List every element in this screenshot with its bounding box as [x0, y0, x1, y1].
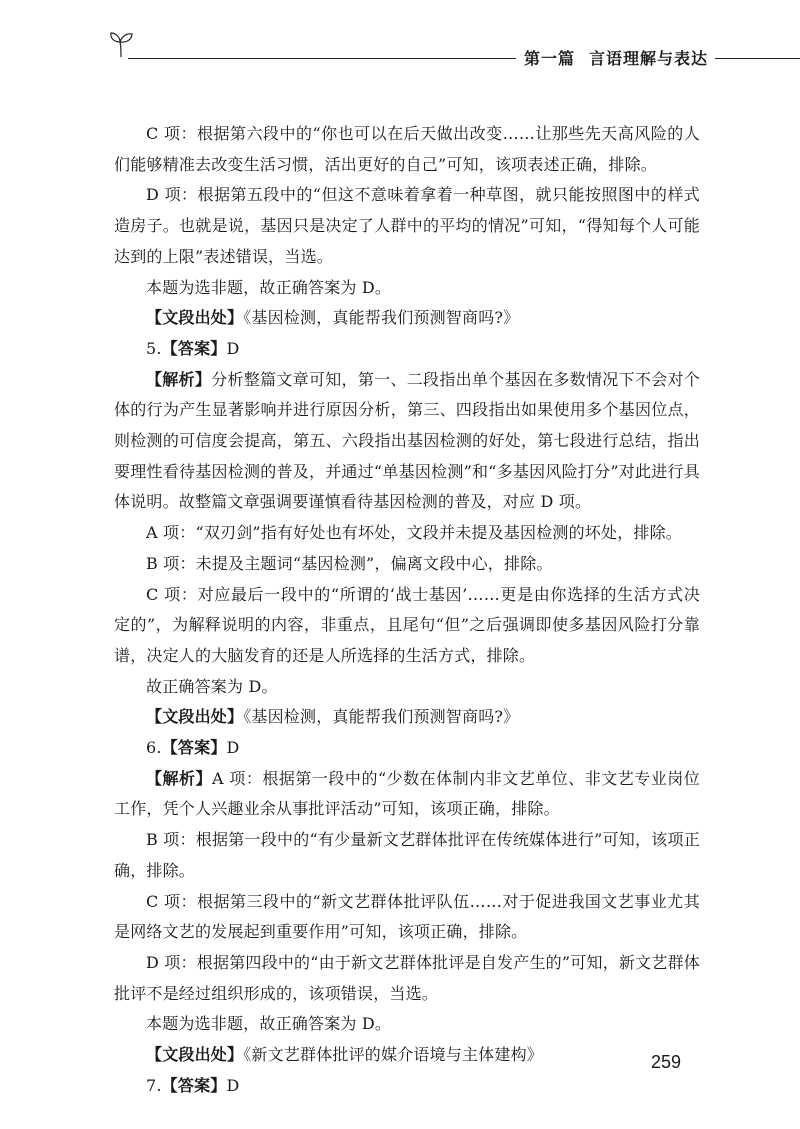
section-tag: 【文段出处】: [146, 707, 244, 727]
paragraph: [114, 580, 700, 672]
paragraph: [114, 948, 700, 1009]
paragraph-text: C 项：根据第三段中的“新文艺群体批评队伍……对于促进我国文艺事业尤其是网络文艺的发展起到重要作用”可知，该项正确，排除。: [114, 891, 700, 942]
paragraph-text: C 项：根据第六段中的“你也可以在后天做出改变……让那些先天高风险的人们能够精准去改变生活习惯，活出更好的自己”可知，该项表述正确，排除。: [114, 124, 700, 174]
question-number: 6.: [146, 738, 162, 758]
section-tag: 【文段出处】: [146, 308, 244, 328]
paragraph: [114, 365, 700, 519]
paragraph-text: 《新文艺群体批评的媒介语境与主体建构》: [243, 1045, 544, 1065]
section-tag: 【文段出处】: [146, 1045, 244, 1065]
paragraph: [114, 1071, 700, 1102]
paragraph-text: 《基因检测，真能帮我们预测智商吗?》: [243, 707, 520, 727]
page-body: [114, 119, 700, 1102]
paragraph-text: 本题为选非题，故正确答案为 D。: [146, 277, 392, 297]
question-number: 7.: [146, 1075, 162, 1095]
paragraph-text: 本题为选非题，故正确答案为 D。: [146, 1014, 392, 1034]
header-rule-right: [715, 58, 800, 59]
paragraph-text: D 项：根据第四段中的“由于新文艺群体批评是自发产生的”可知，新文艺群体批评不是经过组织形成的，该项错误，当选。: [114, 952, 700, 1003]
section-tag: 【答案】: [161, 338, 227, 358]
paragraph: [114, 1040, 700, 1071]
running-header: [0, 0, 800, 80]
chapter-part: 第一篇: [524, 49, 576, 68]
section-tag: 【答案】: [161, 738, 227, 758]
paragraph: [114, 549, 700, 580]
paragraph: [114, 702, 700, 733]
paragraph: [114, 334, 700, 365]
paragraph-text: A 项：根据第一段中的“少数在体制内非文艺单位、非文艺专业岗位工作，凭个人兴趣业余从事批评活动”可知，该项正确，排除。: [114, 768, 700, 819]
paragraph-text: D 项：根据第五段中的“但这不意味着拿着一种草图，就只能按照图中的样式造房子。也就是说，基因只是决定了人群中的平均的情况”可知，“得知每个人可能达到的上限”表述错误，当选。: [114, 185, 700, 266]
header-rule-left: [128, 58, 516, 59]
chapter-title: [524, 46, 708, 69]
paragraph-text: C 项：对应最后一段中的“所谓的‘战士基因’……更是由你选择的生活方式决定的”，为解释说明的内容，非重点，且尾句“但”之后强调即使多基因风险打分靠谱，决定人的大脑发育的还是人所选择的生活方式，排除。: [114, 584, 700, 665]
sprout-icon: [108, 28, 134, 58]
section-tag: 【答案】: [161, 1075, 227, 1095]
paragraph: [114, 733, 700, 764]
page-number: 259: [651, 1052, 682, 1072]
question-number: 5.: [146, 338, 162, 358]
paragraph-text: A 项：“双刃剑”指有好处也有坏处，文段并未提及基因检测的坏处，排除。: [146, 523, 683, 543]
section-tag: 【解析】: [146, 369, 212, 389]
section-tag: 【解析】: [146, 768, 213, 788]
paragraph-text: B 项：根据第一段中的“有少量新文艺群体批评在传统媒体进行”可知，该项正确，排除。: [114, 830, 700, 880]
paragraph: [114, 119, 700, 180]
paragraph: [114, 518, 700, 549]
paragraph-text: 分析整篇文章可知，第一、二段指出单个基因在多数情况下不会对个体的行为产生显著影响并进行原因分析，第三、四段指出如果使用多个基因位点，则检测的可信度会提高，第五、六段指出基因检测的好处，第七段进行总结，指出要理性看待基因检测的普及，并通过“单基因检测”和“多基因风险打分”对此进行具体说明。故整篇文章强调要谨慎看待基因检测的普及，对应 D 项。: [114, 369, 700, 512]
paragraph-text: D: [226, 338, 240, 358]
paragraph-text: D: [226, 738, 240, 758]
paragraph: [114, 825, 700, 886]
paragraph-text: B 项：未提及主题词“基因检测”，偏离文段中心，排除。: [146, 553, 553, 573]
paragraph-text: D: [226, 1075, 240, 1095]
paragraph: [114, 180, 700, 272]
paragraph-text: 《基因检测，真能帮我们预测智商吗?》: [243, 308, 520, 328]
paragraph: [114, 672, 700, 703]
chapter-name: 言语理解与表达: [589, 49, 709, 68]
paragraph-text: 故正确答案为 D。: [146, 676, 278, 696]
paragraph: [114, 1009, 700, 1040]
paragraph: [114, 273, 700, 304]
paragraph: [114, 303, 700, 334]
paragraph: [114, 887, 700, 948]
paragraph: [114, 764, 700, 825]
